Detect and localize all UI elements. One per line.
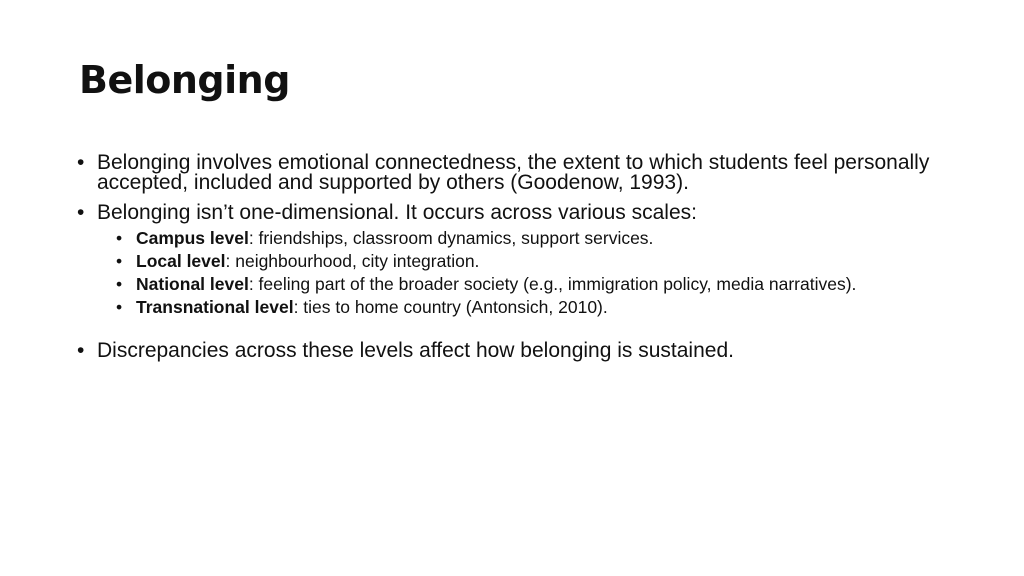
sub-bullet-list bbox=[97, 230, 947, 316]
sub-bullet-label: Transnational level bbox=[136, 297, 294, 317]
bullet-text: • Belonging isn’t one-dimensional. It occurs across various scales: bbox=[97, 201, 697, 224]
bullet-text: • Discrepancies across these levels affect how belonging is sustained. bbox=[97, 339, 734, 362]
sub-bullet-item bbox=[116, 230, 947, 247]
slide-title: Belonging bbox=[79, 58, 290, 102]
sub-bullet-item bbox=[116, 253, 947, 270]
bullet-item bbox=[77, 341, 947, 361]
sub-bullet-label: Local level bbox=[136, 251, 226, 271]
sub-bullet-text: : feeling part of the broader society (e.g., immigration policy, media narratives). bbox=[248, 274, 857, 294]
sub-bullet-item bbox=[116, 276, 947, 293]
sub-bullet-item bbox=[116, 299, 947, 316]
bullet-item bbox=[77, 203, 947, 316]
bullet-list bbox=[77, 153, 947, 371]
sub-bullet-text: : neighbourhood, city integration. bbox=[225, 251, 480, 271]
sub-bullet-label: National level bbox=[136, 274, 249, 294]
sub-bullet-label: Campus level bbox=[136, 228, 249, 248]
sub-bullet-text: : friendships, classroom dynamics, support services. bbox=[248, 228, 654, 248]
sub-bullet-text: : ties to home country (Antonsich, 2010). bbox=[293, 297, 608, 317]
bullet-item bbox=[77, 153, 947, 193]
bullet-text: • Belonging involves emotional connectedness, the extent to which students feel personally accepted, included and supported by others (Goodenow, 1993). bbox=[97, 151, 930, 194]
